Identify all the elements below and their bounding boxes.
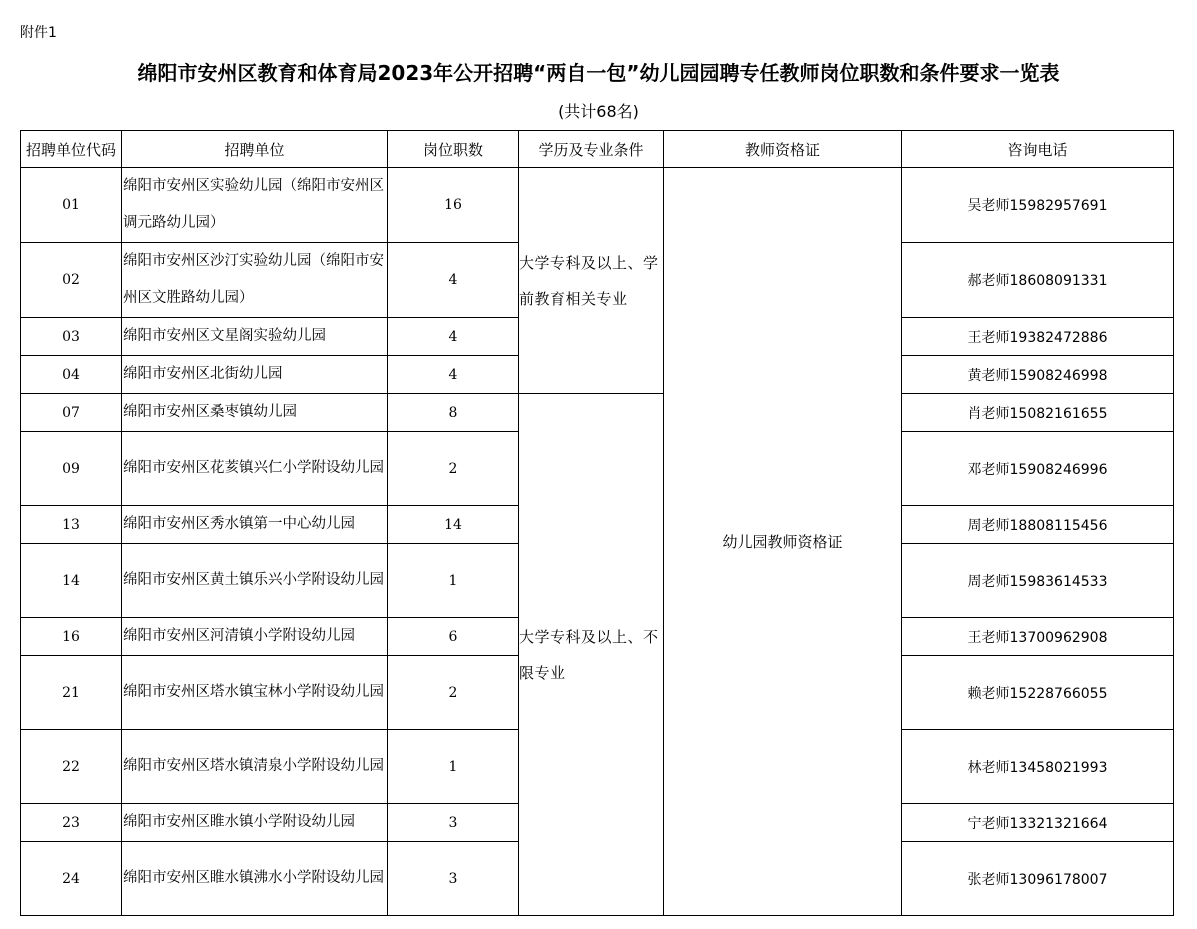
contact-phone: 林老师13458021993 <box>902 730 1174 804</box>
contact-phone: 王老师13700962908 <box>902 618 1174 656</box>
position-count: 14 <box>388 506 519 544</box>
unit-name: 绵阳市安州区文星阁实验幼儿园 <box>122 318 388 356</box>
unit-code: 09 <box>21 432 122 506</box>
conditions-any-major: 大学专科及以上、不限专业 <box>519 394 664 916</box>
position-count: 2 <box>388 656 519 730</box>
unit-name: 绵阳市安州区睢水镇沸水小学附设幼儿园 <box>122 842 388 916</box>
certificate-requirement: 幼儿园教师资格证 <box>664 168 902 916</box>
table-header-row <box>21 131 1174 168</box>
header-unit: 招聘单位 <box>122 131 388 168</box>
unit-code: 23 <box>21 804 122 842</box>
header-code: 招聘单位代码 <box>21 131 122 168</box>
header-conditions: 学历及专业条件 <box>519 131 664 168</box>
contact-phone: 周老师15983614533 <box>902 544 1174 618</box>
table-row <box>21 394 1174 432</box>
contact-phone: 黄老师15908246998 <box>902 356 1174 394</box>
unit-name: 绵阳市安州区睢水镇小学附设幼儿园 <box>122 804 388 842</box>
table-row <box>21 168 1174 243</box>
unit-name: 绵阳市安州区塔水镇清泉小学附设幼儿园 <box>122 730 388 804</box>
recruitment-table <box>20 130 1174 916</box>
contact-phone: 邓老师15908246996 <box>902 432 1174 506</box>
unit-name: 绵阳市安州区北街幼儿园 <box>122 356 388 394</box>
header-certificate: 教师资格证 <box>664 131 902 168</box>
page-title: 绵阳市安州区教育和体育局2023年公开招聘“两自一包”幼儿园园聘专任教师岗位职数和条件要求一览表 <box>137 61 1060 85</box>
unit-code: 16 <box>21 618 122 656</box>
position-count: 1 <box>388 730 519 804</box>
page-subtitle: (共计68名) <box>558 102 639 121</box>
attachment-label: 附件1 <box>20 25 57 41</box>
unit-code: 01 <box>21 168 122 243</box>
unit-name: 绵阳市安州区河清镇小学附设幼儿园 <box>122 618 388 656</box>
conditions-preschool: 大学专科及以上、学前教育相关专业 <box>519 168 664 394</box>
contact-phone: 张老师13096178007 <box>902 842 1174 916</box>
position-count: 4 <box>388 243 519 318</box>
unit-code: 22 <box>21 730 122 804</box>
unit-code: 24 <box>21 842 122 916</box>
unit-code: 04 <box>21 356 122 394</box>
contact-phone: 王老师19382472886 <box>902 318 1174 356</box>
contact-phone: 肖老师15082161655 <box>902 394 1174 432</box>
position-count: 6 <box>388 618 519 656</box>
unit-code: 02 <box>21 243 122 318</box>
position-count: 8 <box>388 394 519 432</box>
unit-code: 13 <box>21 506 122 544</box>
position-count: 3 <box>388 804 519 842</box>
position-count: 16 <box>388 168 519 243</box>
position-count: 1 <box>388 544 519 618</box>
position-count: 4 <box>388 318 519 356</box>
unit-name: 绵阳市安州区黄土镇乐兴小学附设幼儿园 <box>122 544 388 618</box>
unit-name: 绵阳市安州区塔水镇宝林小学附设幼儿园 <box>122 656 388 730</box>
unit-name: 绵阳市安州区实验幼儿园（绵阳市安州区调元路幼儿园） <box>122 168 388 243</box>
unit-name: 绵阳市安州区秀水镇第一中心幼儿园 <box>122 506 388 544</box>
position-count: 2 <box>388 432 519 506</box>
contact-phone: 吴老师15982957691 <box>902 168 1174 243</box>
unit-name: 绵阳市安州区花荄镇兴仁小学附设幼儿园 <box>122 432 388 506</box>
contact-phone: 郝老师18608091331 <box>902 243 1174 318</box>
unit-code: 21 <box>21 656 122 730</box>
unit-name: 绵阳市安州区沙汀实验幼儿园（绵阳市安州区文胜路幼儿园） <box>122 243 388 318</box>
unit-code: 07 <box>21 394 122 432</box>
position-count: 3 <box>388 842 519 916</box>
header-phone: 咨询电话 <box>902 131 1174 168</box>
contact-phone: 赖老师15228766055 <box>902 656 1174 730</box>
unit-code: 14 <box>21 544 122 618</box>
unit-code: 03 <box>21 318 122 356</box>
header-count: 岗位职数 <box>388 131 519 168</box>
position-count: 4 <box>388 356 519 394</box>
unit-name: 绵阳市安州区桑枣镇幼儿园 <box>122 394 388 432</box>
contact-phone: 周老师18808115456 <box>902 506 1174 544</box>
contact-phone: 宁老师13321321664 <box>902 804 1174 842</box>
